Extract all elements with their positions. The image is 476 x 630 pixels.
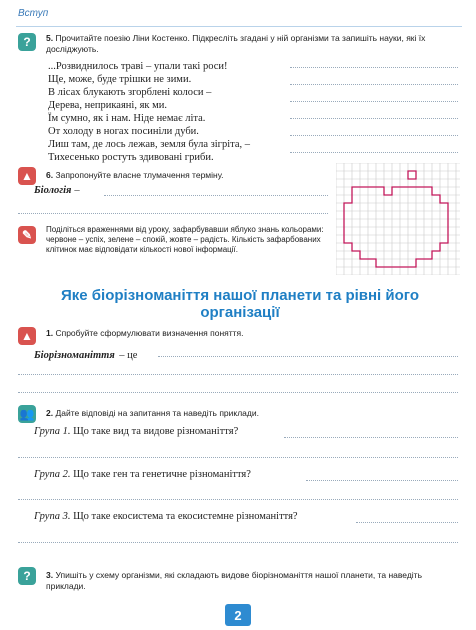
group2-text: Що таке ген та генетичне різноманіття?: [73, 469, 251, 480]
task3-prompt: [46, 570, 456, 592]
topic-title: Яке біорізноманіття нашої планети та рівні його організації: [60, 287, 419, 321]
term-biology: Біологія: [34, 185, 72, 196]
task1-term: [34, 345, 137, 363]
group3-label: Група 3.: [34, 511, 71, 522]
term-suffix: – це: [119, 350, 138, 361]
poem-line: В лісах блукають згорблені колоси –: [48, 87, 212, 98]
reflection-text: Поділіться враженнями від уроку, зафарбувавши яблуко знань кольорами: червоне – успіх, зелене – спокій, жовте – радість. Кількість зафарбованих клітинок має відповідати кількості нової інформації.: [46, 225, 324, 254]
task6-text: Запропонуйте власне тлумачення терміну.: [55, 170, 224, 180]
task3-text: Упишіть у схему організми, які складають видове біорізноманіття нашої планети, та наведіть приклади.: [46, 570, 422, 591]
term-biodiversity: Біорізноманіття: [34, 350, 115, 361]
task5-text: Прочитайте поезію Ліни Костенко. Підкресліть згадані у ній організми та запишіть науки, які їх досліджують.: [46, 33, 426, 54]
question-mark-icon: ?: [18, 33, 36, 51]
poem-line: Лиш там, де лось лежав, земля була зігріта, –: [48, 139, 251, 150]
poem-line: Ще, може, буде трішки не зими.: [48, 74, 192, 85]
group2-label: Група 2.: [34, 469, 71, 480]
cloud-upload-icon: ▲: [18, 327, 36, 345]
task6-number: 6.: [46, 170, 54, 180]
poem-line: Їм сумно, як і нам. Ніде немає літа.: [48, 113, 206, 124]
group-icon: 👥: [19, 407, 35, 421]
poem: [48, 60, 288, 164]
group3-question: [34, 511, 298, 522]
task1-number: 1.: [46, 328, 54, 338]
task6-prompt: [46, 170, 326, 181]
task3-number: 3.: [46, 570, 54, 580]
feedback-card-icon: ✎: [18, 226, 36, 244]
poem-line: От холоду в ногах посиніли дуби.: [48, 126, 199, 137]
task5-prompt: [46, 33, 456, 55]
question-mark-icon: ?: [18, 567, 36, 585]
group1-text: Що таке вид та видове різноманіття?: [73, 426, 239, 437]
poem-line: ...Розвиднилось траві – упали такі роси!: [48, 61, 228, 72]
task6-term: [34, 184, 80, 196]
header-divider: [16, 26, 462, 27]
poem-line: Дерева, неприкаяні, як ми.: [48, 100, 168, 111]
task5-number: 5.: [46, 33, 54, 43]
group2-question: [34, 469, 251, 480]
term-dash: –: [74, 185, 80, 196]
task1-text: Спробуйте сформулювати визначення поняття.: [55, 328, 244, 338]
knowledge-apple-grid[interactable]: [336, 163, 460, 275]
group3-text: Що таке екосистема та екосистемне різноманіття?: [73, 511, 298, 522]
task2-text: Дайте відповіді на запитання та наведіть приклади.: [55, 408, 259, 418]
group1-label: Група 1.: [34, 426, 71, 437]
group1-question: [34, 426, 238, 437]
task2-prompt: [46, 408, 446, 419]
section-label: Вступ: [18, 8, 49, 19]
poem-line: Тихесенько ростуть здивовані гриби.: [48, 152, 214, 163]
cloud-upload-icon: ▲: [18, 167, 36, 185]
task2-number: 2.: [46, 408, 54, 418]
page-number: 2: [225, 604, 251, 626]
task1-prompt: [46, 328, 446, 339]
